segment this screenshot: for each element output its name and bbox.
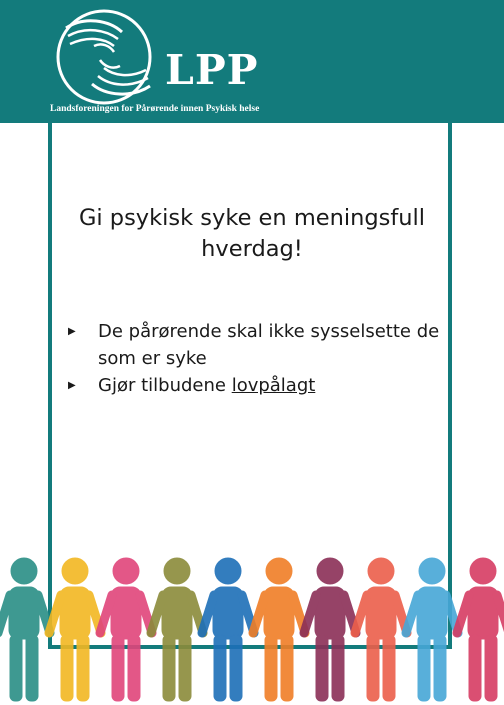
person-figure	[0, 558, 50, 701]
triangle-right-icon: ▶	[68, 380, 76, 391]
bullet-item	[68, 318, 448, 372]
person-figure	[202, 558, 254, 701]
logo-text: LPP	[165, 46, 259, 94]
bullet-underlined-text: lovpålagt	[231, 375, 316, 396]
person-figure	[49, 558, 101, 701]
organization-name: Landsforeningen for Pårørende innen Psykisk helse	[50, 104, 260, 114]
bullet-list	[68, 318, 448, 399]
person-figure	[406, 558, 458, 701]
person-figure	[253, 558, 305, 701]
hands-heart-icon	[54, 6, 158, 108]
bullet-item	[68, 372, 448, 399]
person-figure	[355, 558, 407, 701]
triangle-right-icon: ▶	[68, 326, 76, 337]
person-figure	[457, 558, 504, 701]
people-holding-hands-illustration	[0, 545, 504, 705]
headline: Gi psykisk syke en meningsfull hverdag!	[78, 205, 426, 262]
person-figure	[304, 558, 356, 701]
bullet-text: De pårørende skal ikke sysselsette de som er syke	[98, 321, 440, 369]
bullet-text: Gjør tilbudene	[98, 375, 232, 396]
person-figure	[151, 558, 203, 701]
header-banner	[0, 0, 504, 123]
person-figure	[100, 558, 152, 701]
